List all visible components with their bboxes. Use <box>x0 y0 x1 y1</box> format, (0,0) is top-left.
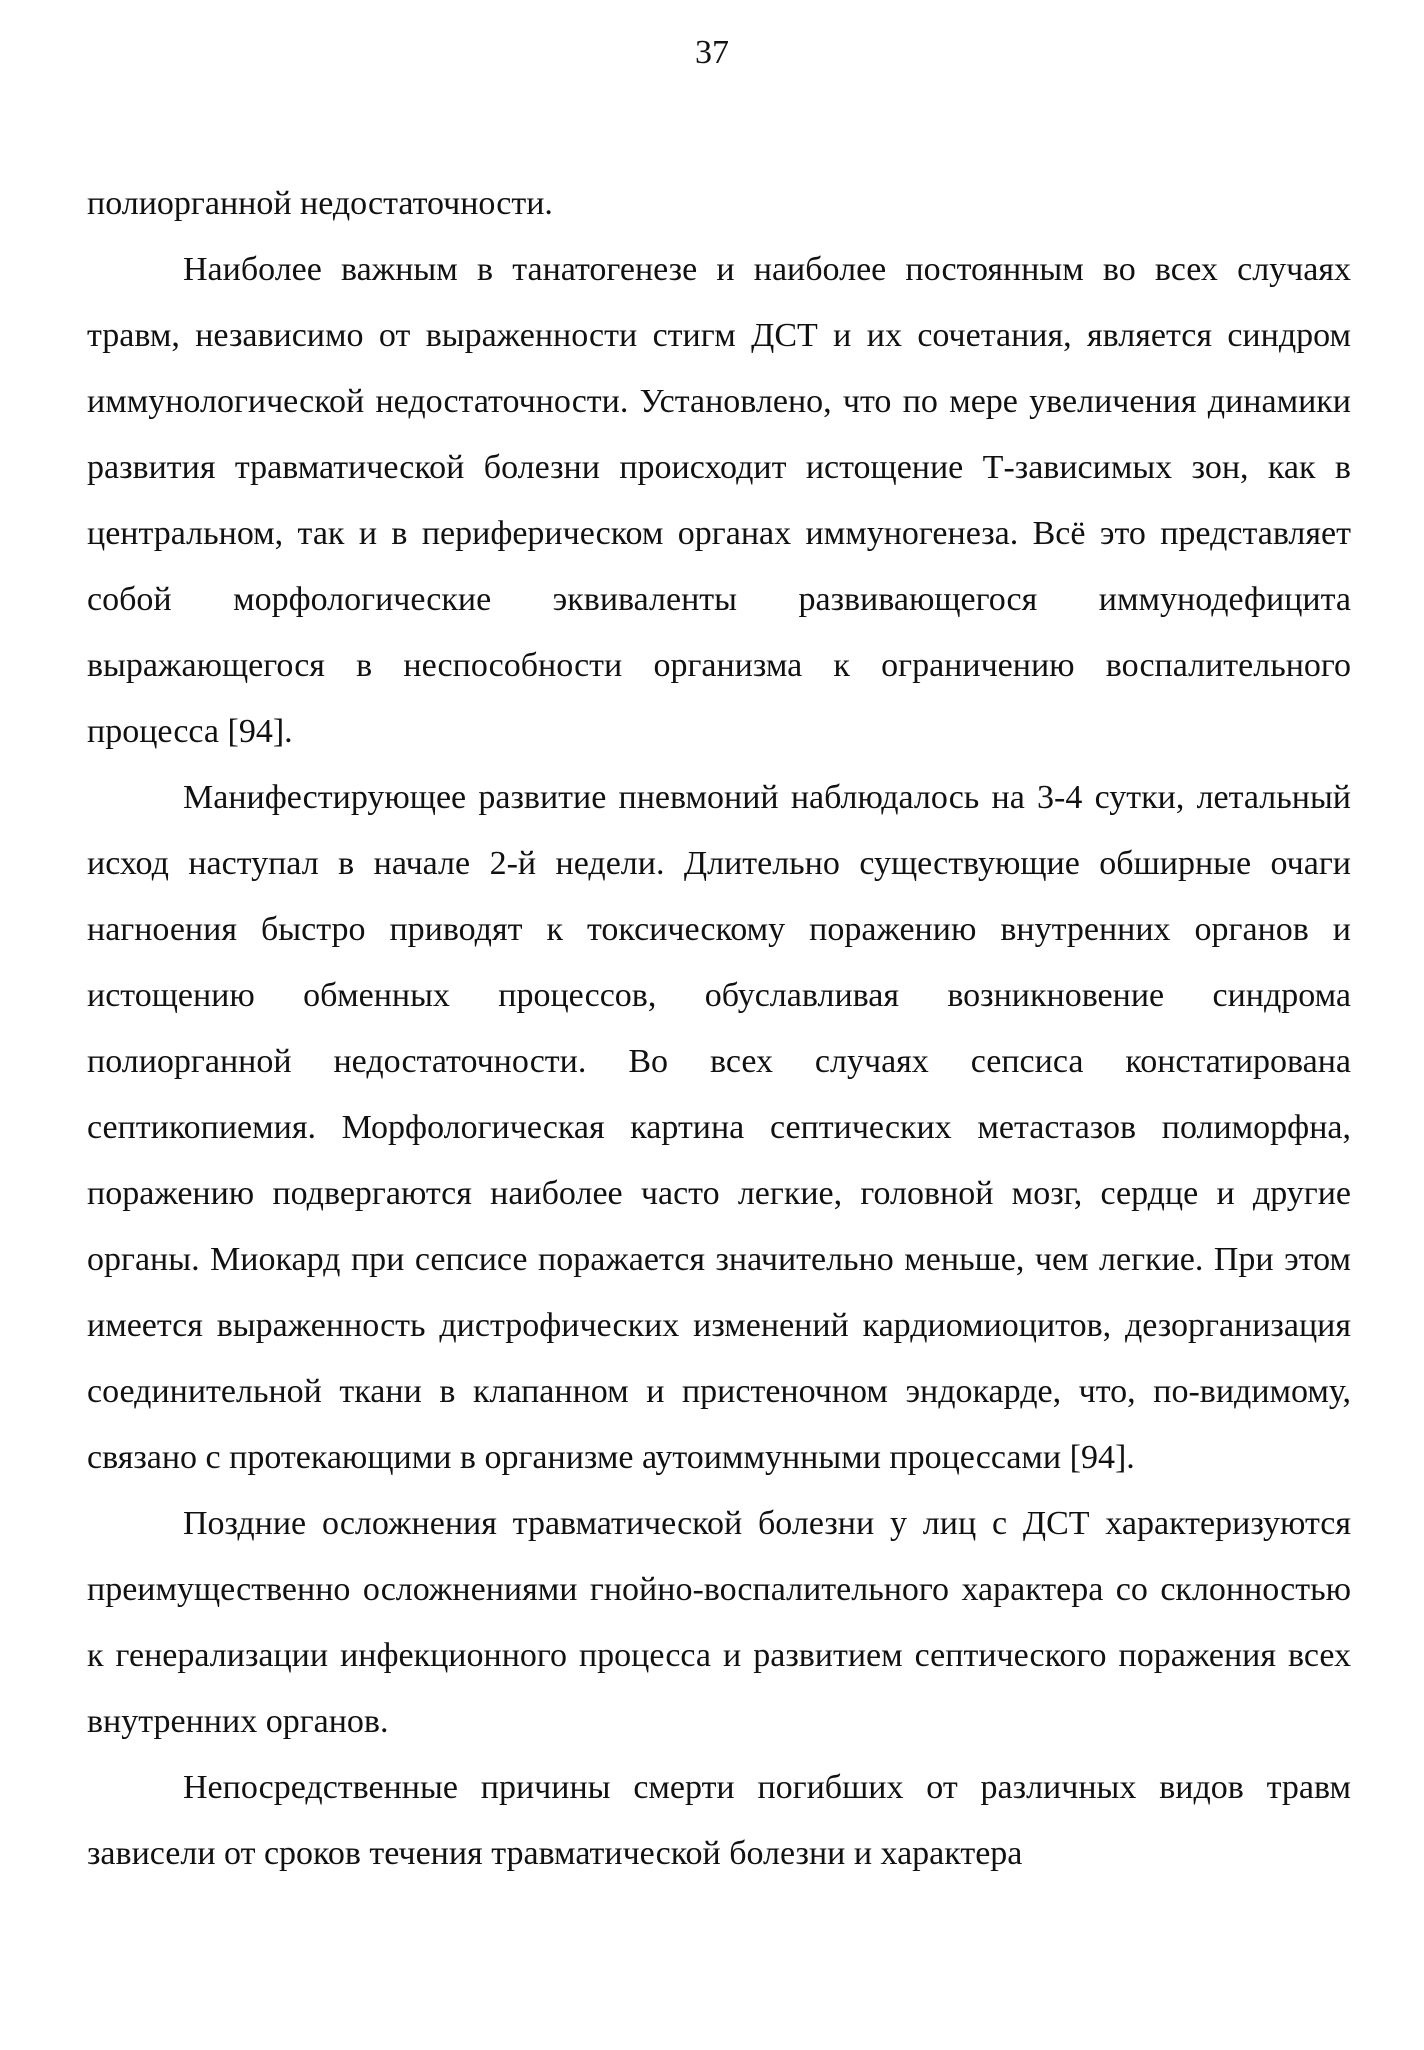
paragraph-causes-of-death: Непосредственные причины смерти погибших от различных видов травм зависели от сроков течения травматической болезни и характера <box>87 1769 1351 1872</box>
paragraph-immunological-insufficiency: Наиболее важным в танатогенезе и наиболее постоянным во всех случаях травм, независимо от выраженности стигм ДСТ и их сочетания, является синдром иммунологической недостаточности. Установлено, что по мере увеличения динамики развития травматической болезни происходит истощение Т-зависимых зон, как в центральном, так и в периферическом органах иммуногенеза. Всё это представляет собой морфологические эквиваленты развивающегося иммунодефицита выражающегося в неспособности организма к ограничению воспалительного процесса [94]. <box>87 251 1351 750</box>
body-text <box>87 171 1351 1887</box>
paragraph-continuation: полиорганной недостаточности. <box>87 185 553 222</box>
paragraph-pneumonia-sepsis: Манифестирующее развитие пневмоний наблюдалось на 3-4 сутки, летальный исход наступал в начале 2-й недели. Длительно существующие обширные очаги нагноения быстро приводят к токсическому поражению внутренних органов и истощению обменных процессов, обуславливая возникновение синдрома полиорганной недостаточности. Во всех случаях сепсиса констатирована септикопиемия. Морфологическая картина септических метастазов полиморфна, поражению подвергаются наиболее часто легкие, головной мозг, сердце и другие органы. Миокард при сепсисе поражается значительно меньше, чем легкие. При этом имеется выраженность дистрофических изменений кардиомиоцитов, дезорганизация соединительной ткани в клапанном и пристеночном эндокарде, что, по-видимому, связано с протекающими в организме аутоиммунными процессами [94]. <box>87 779 1351 1476</box>
paragraph-late-complications: Поздние осложнения травматической болезни у лиц с ДСТ характеризуются преимущественно осложнениями гнойно-воспалительного характера со склонностью к генерализации инфекционного процесса и развитием септического поражения всех внутренних органов. <box>87 1505 1351 1740</box>
page-number: 37 <box>695 34 729 71</box>
